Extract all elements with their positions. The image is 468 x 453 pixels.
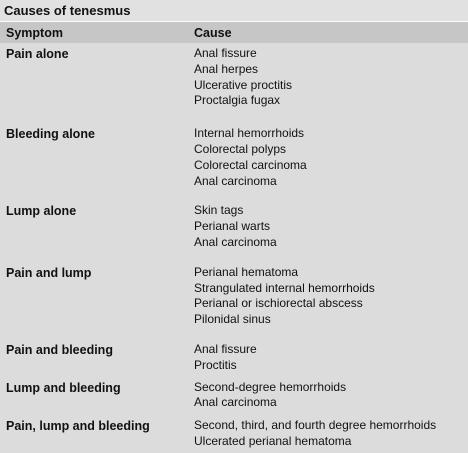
cause-item: Perianal hematoma <box>194 264 299 279</box>
cause-item: Anal fissure <box>194 46 257 60</box>
table-body <box>0 43 468 450</box>
symptom-cell: Pain and bleeding <box>6 342 113 357</box>
cause-item: Second, third, and fourth degree hemorrhoids <box>194 418 437 433</box>
cause-item: Colorectal polyps <box>194 141 287 156</box>
symptom-cell: Pain, lump and bleeding <box>6 419 150 434</box>
cause-cell <box>190 126 468 189</box>
cause-item: Proctalgia fugax <box>194 93 281 108</box>
table-row <box>0 380 468 412</box>
cause-cell <box>190 265 468 328</box>
cause-item: Internal hemorrhoids <box>194 126 305 141</box>
cause-cell <box>190 342 468 374</box>
table-row <box>0 126 468 189</box>
table-row <box>0 203 468 250</box>
table-row <box>0 46 468 109</box>
table-header-row <box>0 22 468 43</box>
cause-item: Anal carcinoma <box>194 395 277 410</box>
header-symptom: Symptom <box>6 25 63 40</box>
cause-cell <box>190 418 468 450</box>
symptom-cell: Pain and lump <box>6 265 92 280</box>
cause-item: Perianal or ischiorectal abscess <box>194 296 363 311</box>
cause-cell <box>190 380 468 412</box>
header-cause: Cause <box>194 25 232 40</box>
cause-item: Anal herpes <box>194 61 259 76</box>
symptom-cell: Lump and bleeding <box>6 380 121 395</box>
symptom-cell: Bleeding alone <box>6 127 95 142</box>
cause-item: Skin tags <box>194 203 244 218</box>
cause-item: Ulcerative proctitis <box>194 77 293 92</box>
table-row <box>0 418 468 450</box>
cause-item: Ulcerated perianal hematoma <box>194 433 352 448</box>
table-row <box>0 342 468 374</box>
cause-item: Anal fissure <box>194 341 257 356</box>
cause-item: Perianal warts <box>194 219 271 234</box>
table-row <box>0 265 468 328</box>
cause-item: Anal carcinoma <box>194 173 277 188</box>
cause-item: Anal carcinoma <box>194 234 277 249</box>
symptom-cell: Lump alone <box>6 204 77 219</box>
cause-item: Strangulated internal hemorrhoids <box>194 280 375 295</box>
cause-item: Second-degree hemorrhoids <box>194 379 347 394</box>
cause-item: Proctitis <box>194 357 237 372</box>
cause-cell <box>190 203 468 250</box>
symptom-cell: Pain alone <box>6 47 69 61</box>
cause-item: Colorectal carcinoma <box>194 157 307 172</box>
table-title: Causes of tenesmus <box>0 0 468 22</box>
cause-cell <box>190 46 468 109</box>
cause-item: Pilonidal sinus <box>194 312 271 327</box>
